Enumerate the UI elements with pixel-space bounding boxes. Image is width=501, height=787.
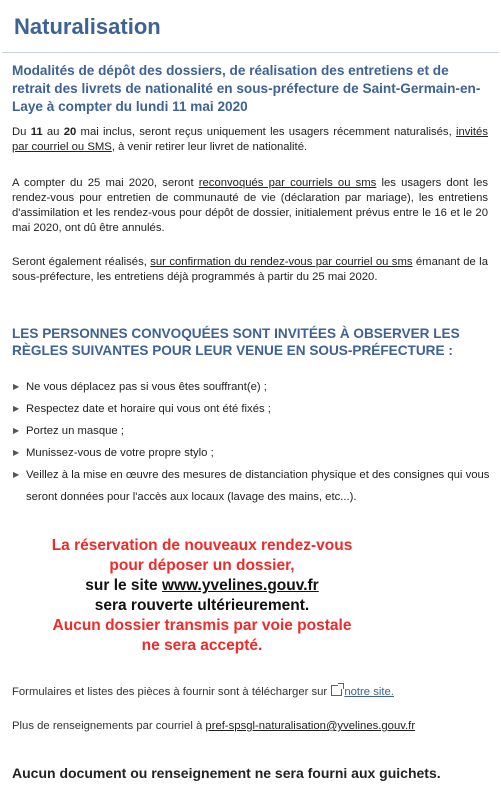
notice-line: pour déposer un dossier, xyxy=(109,557,295,574)
paragraph-recent-naturalized xyxy=(12,125,488,155)
rules-heading: LES PERSONNES CONVOQUÉES SONT INVITÉES À OBSERVER LES RÈGLES SUIVANTES POUR LEUR VENUE EN SOUS-PRÉFECTURE : xyxy=(12,326,460,358)
paragraph-reconvocation xyxy=(12,176,488,236)
notice-line: La réservation de nouveaux rendez-vous xyxy=(51,537,353,554)
text: sur le site xyxy=(85,577,162,594)
list-item xyxy=(10,398,490,420)
underlined-text: sur confirmation du rendez-vous par courriel ou sms xyxy=(150,256,413,268)
title-bar xyxy=(2,0,499,53)
list-item xyxy=(10,442,490,464)
reservation-notice xyxy=(12,536,392,656)
notice-line: Aucun dossier transmis par voie postale xyxy=(52,617,352,634)
our-site-link[interactable]: notre site. xyxy=(344,686,394,698)
bullet-icon: ▶ xyxy=(13,470,20,479)
text: Du xyxy=(12,126,31,138)
text: A compter du 25 mai 2020, seront xyxy=(12,177,199,189)
list-item xyxy=(10,376,490,398)
date-end: 20 xyxy=(63,126,77,138)
bullet-icon: ▶ xyxy=(13,448,20,457)
text: mai inclus, seront reçus uniquement les usagers récemment naturalisés, xyxy=(76,126,456,138)
site-link[interactable]: www.yvelines.gouv.fr xyxy=(161,577,319,594)
forms-download-text xyxy=(12,684,488,700)
notice-line: sera rouverte ultérieurement. xyxy=(94,597,310,614)
rule-text: Veillez à la mise en œuvre des mesures de distanciation physique et des consignes qui vous seront données pour l'accès aux locaux (lavage des mains, etc...). xyxy=(26,469,490,503)
bullet-icon: ▶ xyxy=(13,382,20,391)
page-subtitle: Modalités de dépôt des dossiers, de réalisation des entretiens et de retrait des livrets de nationalité en sous-préfecture de Saint-Germain-en-Laye à compter du lundi 11 mai 2020 xyxy=(12,63,481,114)
page-title: Naturalisation xyxy=(14,14,161,39)
text: Formulaires et listes des pièces à fournir sont à télécharger sur xyxy=(12,686,331,698)
date-start: 11 xyxy=(30,126,43,138)
rules-list xyxy=(10,376,490,508)
rule-text: Respectez date et horaire qui vous ont été fixés ; xyxy=(26,403,271,415)
text: au xyxy=(42,126,64,138)
notice-line: ne sera accepté. xyxy=(141,637,263,654)
text: Seront également réalisés, xyxy=(12,256,151,268)
text: , à venir retirer leur livret de nationalité. xyxy=(111,141,308,153)
paragraph-confirmation xyxy=(12,255,488,285)
text: Plus de renseignements par courriel à xyxy=(12,720,206,732)
rule-text: Munissez-vous de votre propre stylo ; xyxy=(26,447,214,459)
external-link-icon xyxy=(331,685,342,696)
text: les usagers dont les rendez-vous pour entretien de communauté de vie (déclaration par mariage), les entretiens d'assimilation et les rendez-vous pour dépôt de dossier, initialement prévus entre le 16 et le 20 mai 2020, ont dû être annulés. xyxy=(12,177,488,234)
bullet-icon: ▶ xyxy=(13,404,20,413)
rule-text: Ne vous déplacez pas si vous êtes souffrant(e) ; xyxy=(26,381,267,393)
underlined-text: reconvoqués par courriels ou sms xyxy=(198,177,377,189)
bullet-icon: ▶ xyxy=(13,426,20,435)
list-item xyxy=(10,464,490,508)
list-item xyxy=(10,420,490,442)
final-notice: Aucun document ou renseignement ne sera fourni aux guichets. xyxy=(12,765,441,781)
text: émanant de la sous-préfecture, les entretiens déjà programmés à partir du 25 mai 2020. xyxy=(12,256,488,283)
rule-text: Portez un masque ; xyxy=(26,425,124,437)
underlined-text: invités par courriel ou SMS xyxy=(12,126,488,153)
notice-line xyxy=(12,576,392,596)
email-link[interactable]: pref-spsgl-naturalisation@yvelines.gouv.fr xyxy=(205,720,416,732)
contact-text xyxy=(12,719,488,734)
